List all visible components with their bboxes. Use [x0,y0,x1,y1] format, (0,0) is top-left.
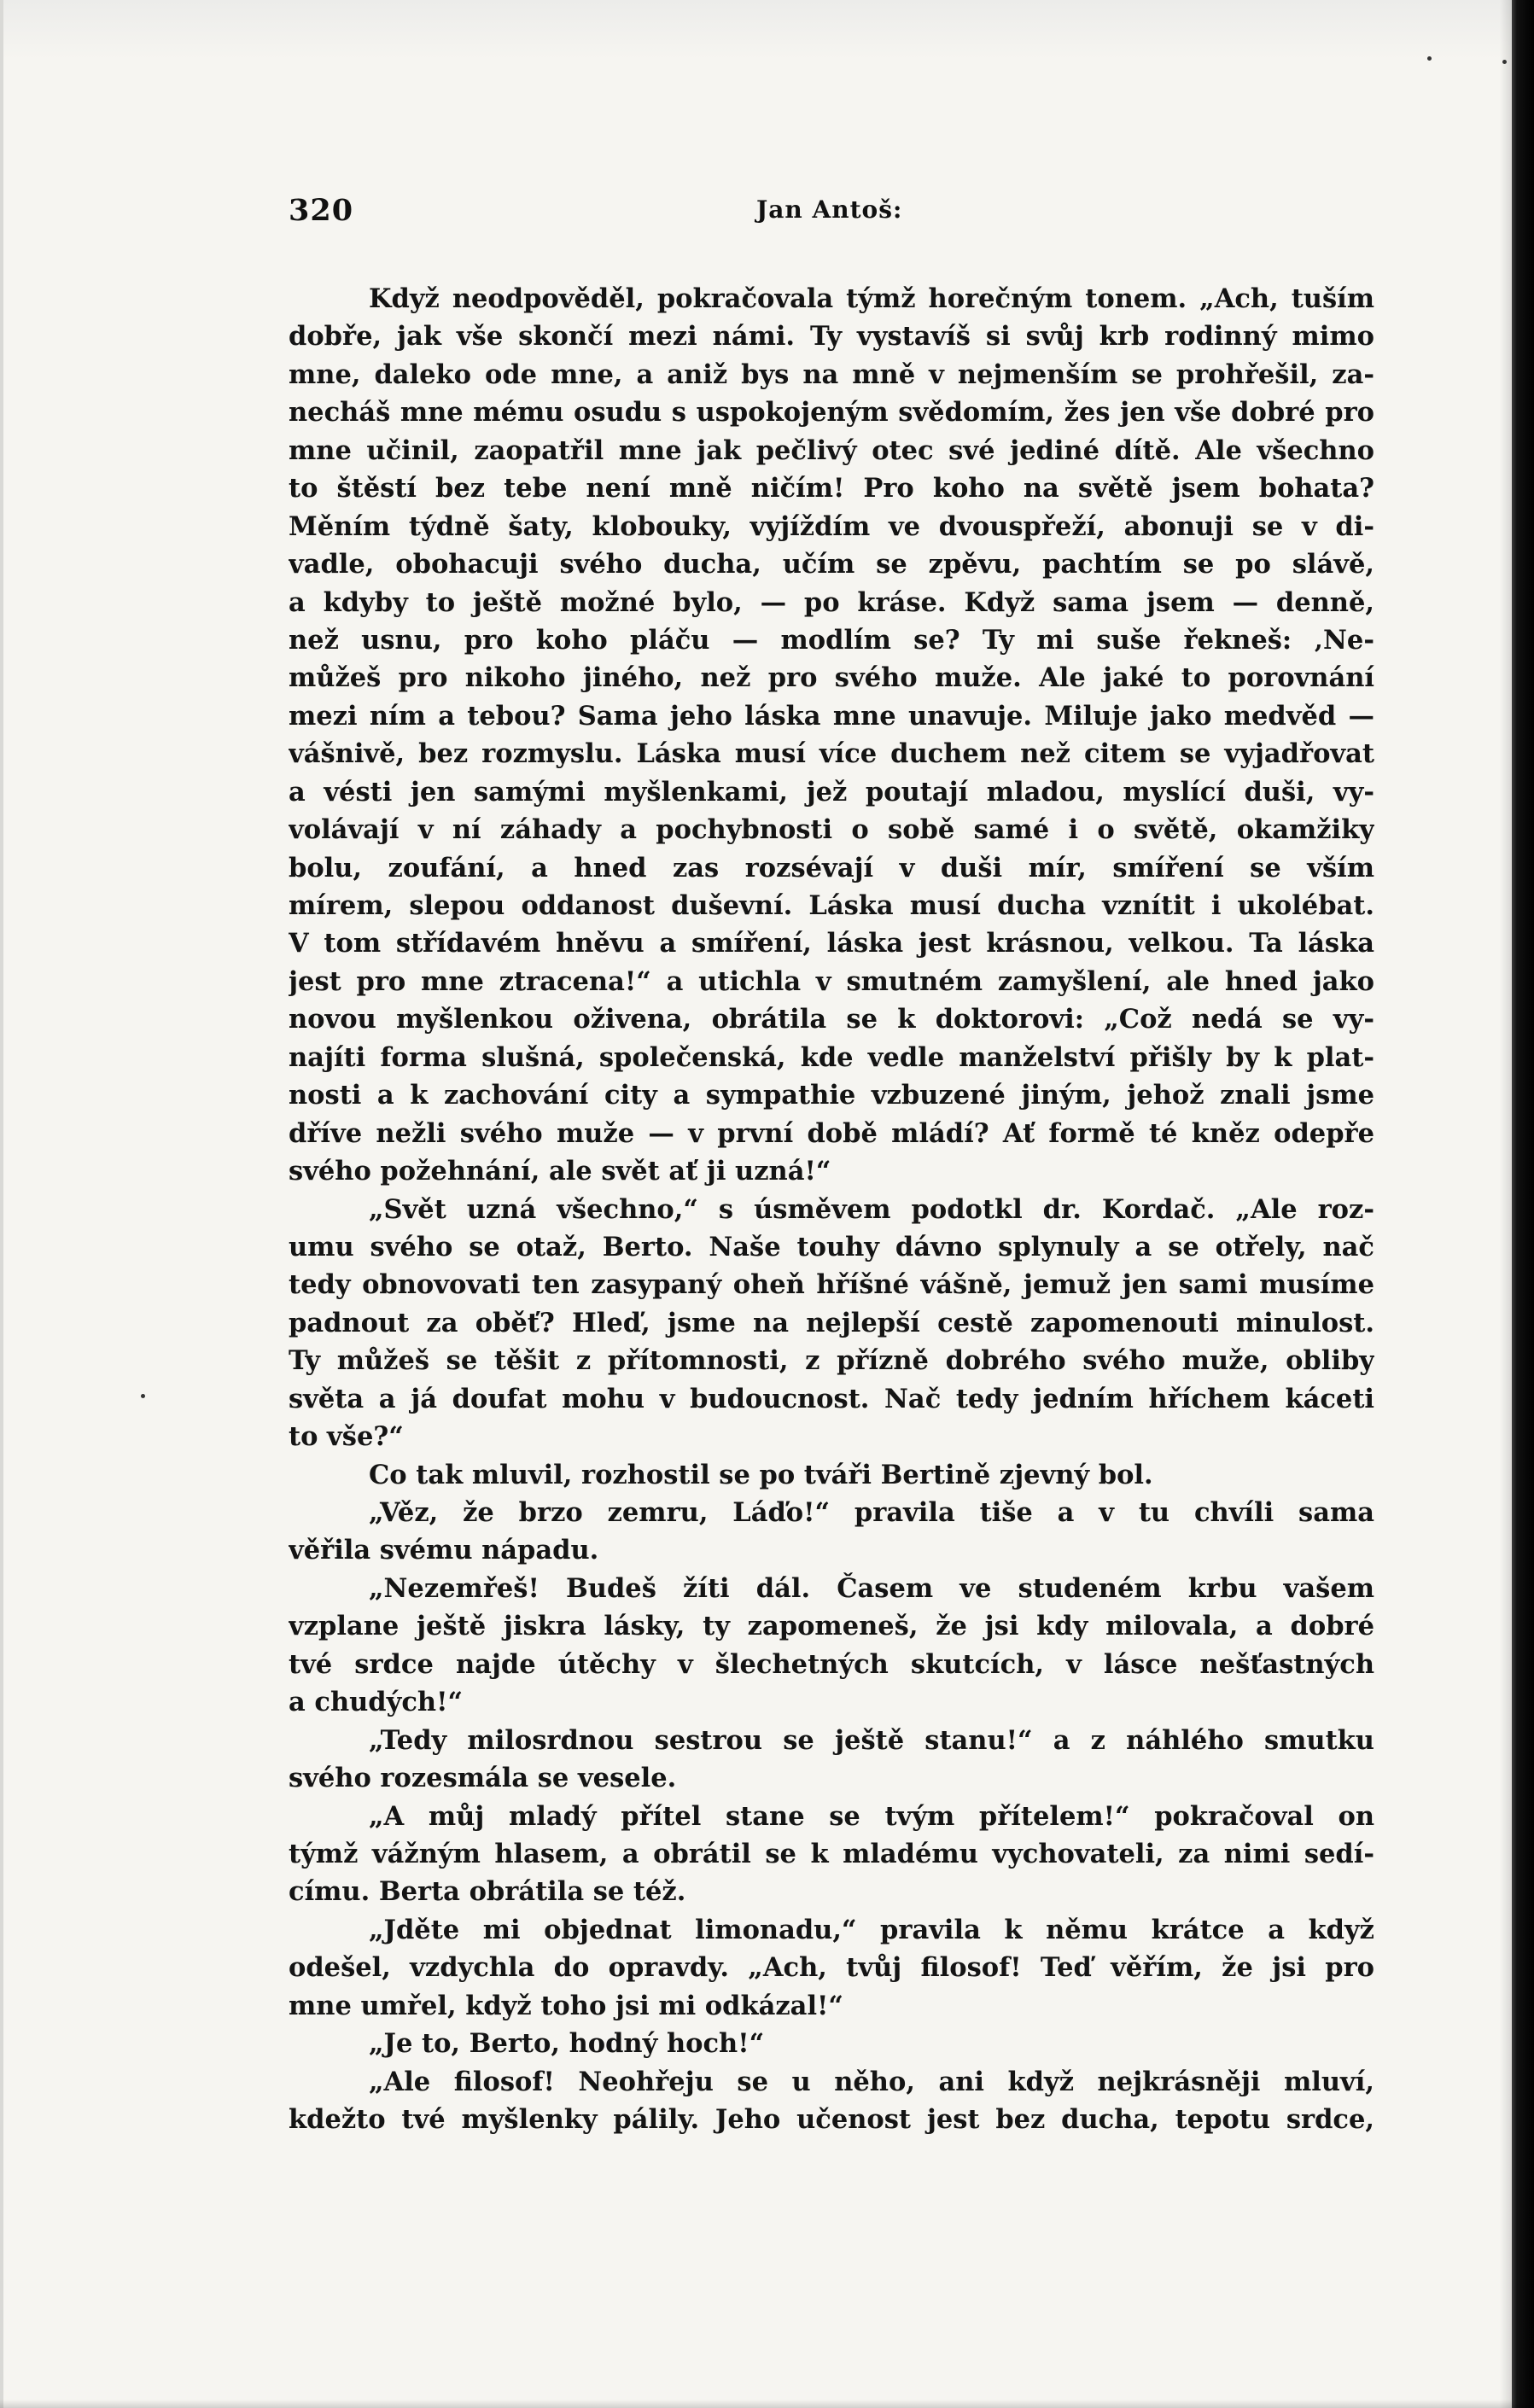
text-line: můžeš pro nikoho jiného, než pro svého muže. Ale jaké to porovnání [289,662,1374,694]
text-line: Co tak mluvil, rozhostil se po tváři Bertině zjevný bol. [369,1459,1153,1490]
text-line: kdežto tvé myšlenky pálily. Jeho učenost jest bez ducha, tepotu srdce, [289,2104,1374,2135]
text-line: vášnivě, bez rozmyslu. Láska musí více duchem než citem se vyjadřovat [289,738,1374,770]
text-line: volávají v ní záhady a pochybnosti o sobě samé i o světě, okamžiky [289,814,1374,846]
text-line: svého požehnání, ale svět ať ji uzná!“ [289,1156,831,1187]
text-line: „Tedy milosrdnou sestrou se ještě stanu!“ a z náhlého smutku [369,1724,1374,1756]
text-line: to vše?“ [289,1421,404,1453]
text-line: novou myšlenkou oživena, obrátila se k doktorovi: „Což nedá se vy- [289,1004,1374,1035]
text-line: vadle, obohacuji svého ducha, učím se zpěvu, pachtím se po slávě, [289,549,1374,580]
text-line: tedy obnovovati ten zasypaný oheň hříšné vášně, jemuž jen sami musíme [289,1269,1374,1301]
scan-top-shading [0,0,1534,60]
scan-bottom-edge [0,2399,1534,2408]
text-line: to štěstí bez tebe není mně ničím! Pro koho na světě jsem bohata? [289,473,1374,504]
text-line: mne, daleko ode mne, a aniž bys na mně v nejmenším se prohřešil, za- [289,359,1374,390]
page-number: 320 [289,193,354,228]
text-line: Měním týdně šaty, klobouky, vyjíždím ve dvouspřeží, abonuji se v di- [289,510,1374,542]
text-line: dříve nežli svého muže — v první době mládí? Ať formě té kněz odepře [289,1117,1374,1149]
text-line: vzplane ještě jiskra lásky, ty zapomeneš, že jsi kdy milovala, a dobré [289,1611,1374,1642]
scan-speck [1502,60,1507,64]
text-line: mírem, slepou oddanost duševní. Láska musí ducha vznítit i ukolébat. [289,890,1374,921]
text-line: a chudých!“ [289,1687,464,1718]
text-line: mne umřel, když toho jsi mi odkázal!“ [289,1990,843,2021]
text-line: bolu, zoufání, a hned zas rozsévají v duši mír, smíření se vším [289,852,1374,883]
text-line: umu svého se otaž, Berto. Naše touhy dávno splynuly a se otřely, nač [289,1231,1374,1262]
text-line: „Věz, že brzo zemru, Láďo!“ pravila tiše a v tu chvíli sama [369,1497,1374,1528]
text-line: „Jděte mi objednat limonadu,“ pravila k němu krátce a když [369,1914,1374,1945]
page-header [289,193,1374,237]
text-line: dobře, jak vše skončí mezi námi. Ty vystavíš si svůj krb rodinný mimo [289,321,1374,353]
text-line: címu. Berta obrátila se též. [289,1876,686,1908]
text-line: svého rozesmála se vesele. [289,1763,677,1794]
text-line: „A můj mladý přítel stane se tvým přítelem!“ pokračoval on [369,1800,1374,1832]
text-line: mezi ním a tebou? Sama jeho láska mne unavuje. Miluje jako medvěd — [289,700,1374,732]
text-line: necháš mne mému osudu s uspokojeným svědomím, žes jen vše dobré pro [289,397,1374,429]
text-line: „Ale filosof! Neohřeju se u něho, ani když nejkrásněji mluví, [369,2066,1374,2097]
text-line: týmž vážným hlasem, a obrátil se k mladému vychovateli, za nimi sedí- [289,1838,1374,1869]
text-line: než usnu, pro koho pláču — modlím se? Ty mi suše řekneš: ‚Ne- [289,624,1374,656]
text-line: věřila svému nápadu. [289,1535,599,1566]
scan-right-shadow [1500,0,1512,2408]
text-line: „Je to, Berto, hodný hoch!“ [369,2028,765,2060]
text-line: tvé srdce najde útěchy v šlechetných skutcích, v lásce nešťastných [289,1648,1374,1680]
body-text [289,280,1374,2138]
text-line: padnout za oběť? Hleď, jsme na nejlepší cestě zapomenouti minulost. [289,1307,1374,1338]
text-line: „Nezemřeš! Budeš žíti dál. Časem ve studeném krbu vašem [369,1572,1374,1604]
text-line: odešel, vzdychla do opravdy. „Ach, tvůj filosof! Teď věřím, že jsi pro [289,1952,1374,1984]
scan-speck [1427,56,1432,61]
text-line: nosti a k zachování city a sympathie vzbuzené jiným, jehož znali jsme [289,1080,1374,1111]
text-line: a vésti jen samými myšlenkami, jež poutají mladou, myslící duši, vy- [289,776,1374,808]
text-line: Ty můžeš se těšit z přítomnosti, z přízně dobrého svého muže, obliby [289,1345,1374,1377]
text-line: Když neodpověděl, pokračovala týmž horečným tonem. „Ach, tuším [369,283,1374,314]
text-line: najíti forma slušná, společenská, kde vedle manželství přišly by k plat- [289,1041,1374,1073]
text-line: V tom střídavém hněvu a smíření, láska jest krásnou, velkou. Ta láska [289,928,1374,959]
text-line: „Svět uzná všechno,“ s úsměvem podotkl dr. Kordač. „Ale roz- [369,1193,1374,1225]
text-line: a kdyby to ještě možné bylo, — po kráse. Když sama jsem — denně, [289,586,1374,618]
text-line: mne učinil, zaopatřil mne jak pečlivý otec své jediné dítě. Ale všechno [289,434,1374,466]
scan-left-edge [0,0,3,2408]
running-head: Jan Antoš: [756,195,903,224]
text-line: světa a já doufat mohu v budoucnost. Nač tedy jedním hříchem káceti [289,1383,1374,1414]
scan-right-border [1512,0,1534,2408]
text-line: jest pro mne ztracena!“ a utichla v smutném zamyšlení, ale hned jako [289,965,1374,997]
scan-speck [141,1394,145,1398]
